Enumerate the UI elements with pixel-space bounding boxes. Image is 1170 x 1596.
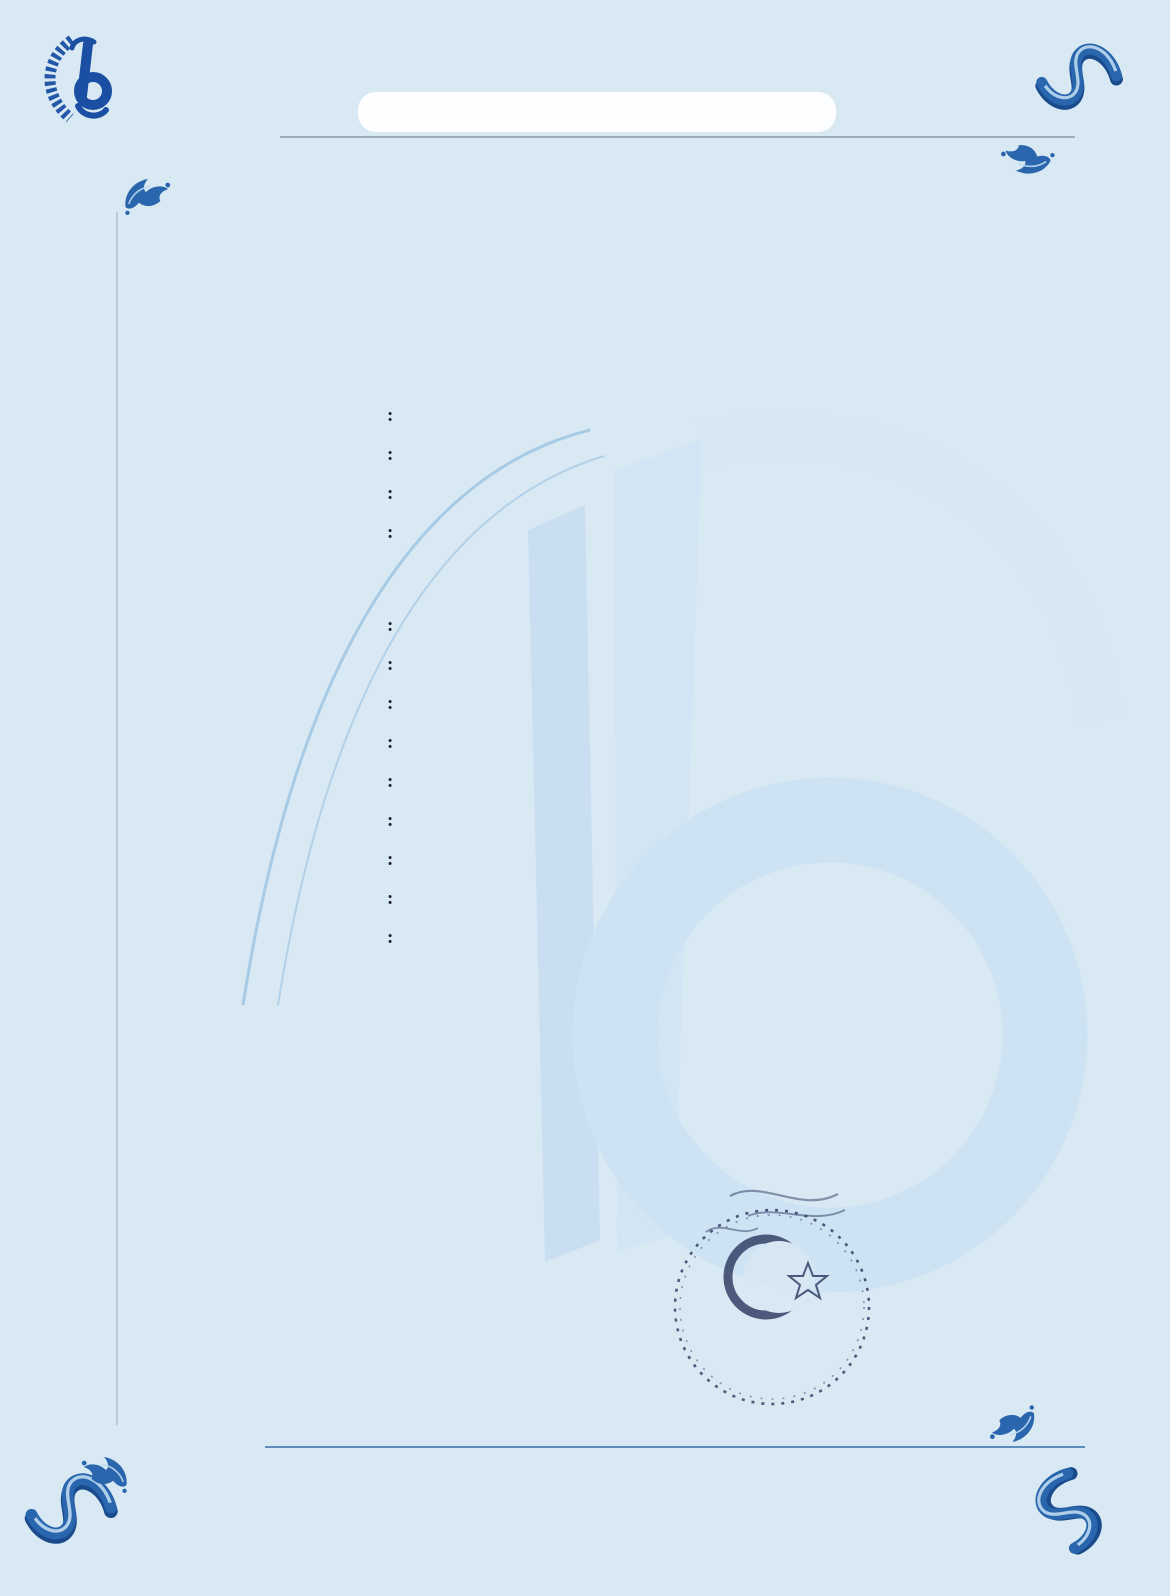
field-value: [387, 732, 393, 754]
field-value: [387, 483, 393, 505]
redaction-bar: [358, 92, 836, 132]
field-value: [387, 654, 393, 676]
field-row: [200, 888, 403, 912]
qr-code: [198, 1328, 278, 1408]
document-header: [0, 212, 1170, 213]
watermark-logo: [528, 436, 1100, 1262]
field-value: [387, 849, 393, 871]
field-row: [200, 849, 403, 873]
field-row: [200, 522, 393, 546]
field-value: [387, 444, 393, 466]
field-value: [387, 615, 393, 637]
registry-fields: [200, 405, 393, 561]
field-value: [387, 771, 393, 793]
municipality-logo: [36, 34, 366, 126]
field-value: [387, 888, 393, 910]
field-value: [387, 522, 393, 544]
field-row: [200, 654, 403, 678]
field-row: [200, 732, 403, 756]
field-value: [387, 405, 393, 427]
business-section: [200, 588, 403, 966]
field-value: [387, 927, 393, 949]
field-row: [200, 693, 403, 717]
field-row: [200, 927, 403, 951]
logo-b-mark: [36, 34, 131, 126]
field-row: [200, 444, 393, 468]
field-value: [387, 810, 393, 832]
field-value: [387, 693, 393, 715]
field-row: [200, 483, 393, 507]
signature-block: [636, 1176, 904, 1179]
field-row: [200, 771, 403, 795]
field-row: [200, 615, 403, 639]
field-row: [200, 405, 393, 429]
field-row: [200, 810, 403, 834]
